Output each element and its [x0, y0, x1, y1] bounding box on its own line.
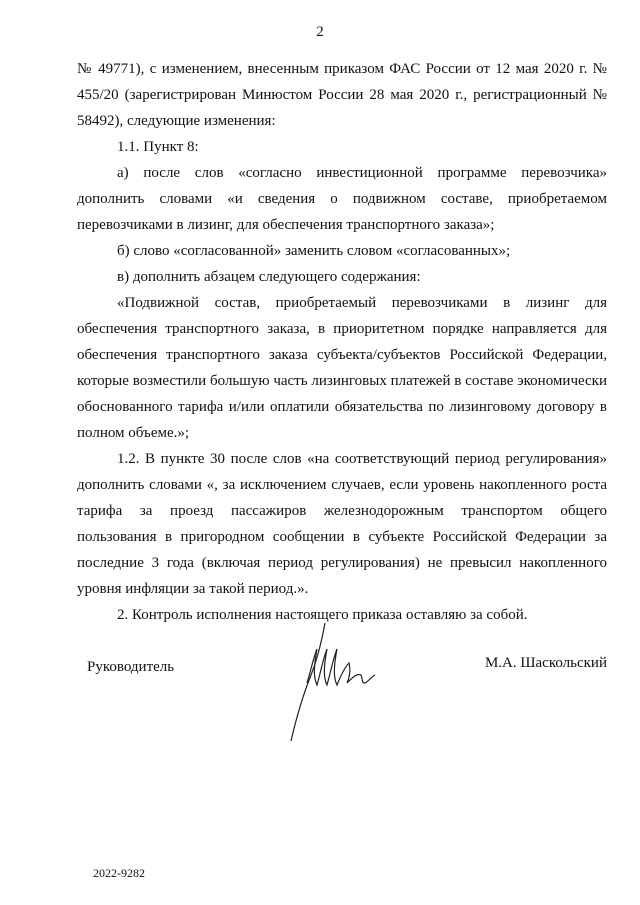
paragraph: № 49771), с изменением, внесенным приказом ФАС России от 12 мая 2020 г. № 455/20 (зарегистрирован Минюстом России 28 мая 2020 г., регистрационный № 58492), следующие изменения:: [77, 61, 607, 129]
paragraph: 1.2. В пункте 30 после слов «на соответствующий период регулирования» дополнить словами «, за исключением случаев, если уровень накопленного роста тарифа за проезд пассажиров железнодорожным транспортом общего пользования в пригородном сообщении в субъекте Российской Федерации за последние 3 года (включая период регулирования) не превысил накопленного уровня инфляции за такой период.».: [77, 451, 607, 597]
paragraph: 1.1. Пункт 8:: [117, 139, 199, 155]
handwritten-signature: [287, 615, 377, 745]
paragraph: в) дополнить абзацем следующего содержания:: [117, 269, 421, 285]
paragraph: «Подвижной состав, приобретаемый перевозчиками в лизинг для обеспечения транспортного заказа, в приоритетном порядке направляется для обеспечения транспортного заказа субъекта/субъектов Российской Федерации, которые возместили большую часть лизинговых платежей в составе экономически обоснованного тарифа и/или оплатили обязательства по лизинговому договору в полном объеме.»;: [77, 295, 607, 441]
signature-block: [77, 655, 607, 755]
document-code: 2022-9282: [93, 866, 145, 880]
paragraph: 2. Контроль исполнения настоящего приказа оставляю за собой.: [117, 607, 528, 623]
paragraph: а) после слов «согласно инвестиционной программе перевозчика» дополнить словами «и сведения о подвижном составе, приобретаемом перевозчиками в лизинг, для обеспечения транспортного заказа»;: [77, 165, 607, 233]
document-body: [77, 56, 607, 628]
page-number: 2: [316, 24, 324, 40]
signatory-name: М.А. Шаскольский: [484, 655, 607, 671]
signatory-title: Руководитель: [87, 659, 175, 675]
paragraph: б) слово «согласованной» заменить словом «согласованных»;: [117, 243, 511, 259]
